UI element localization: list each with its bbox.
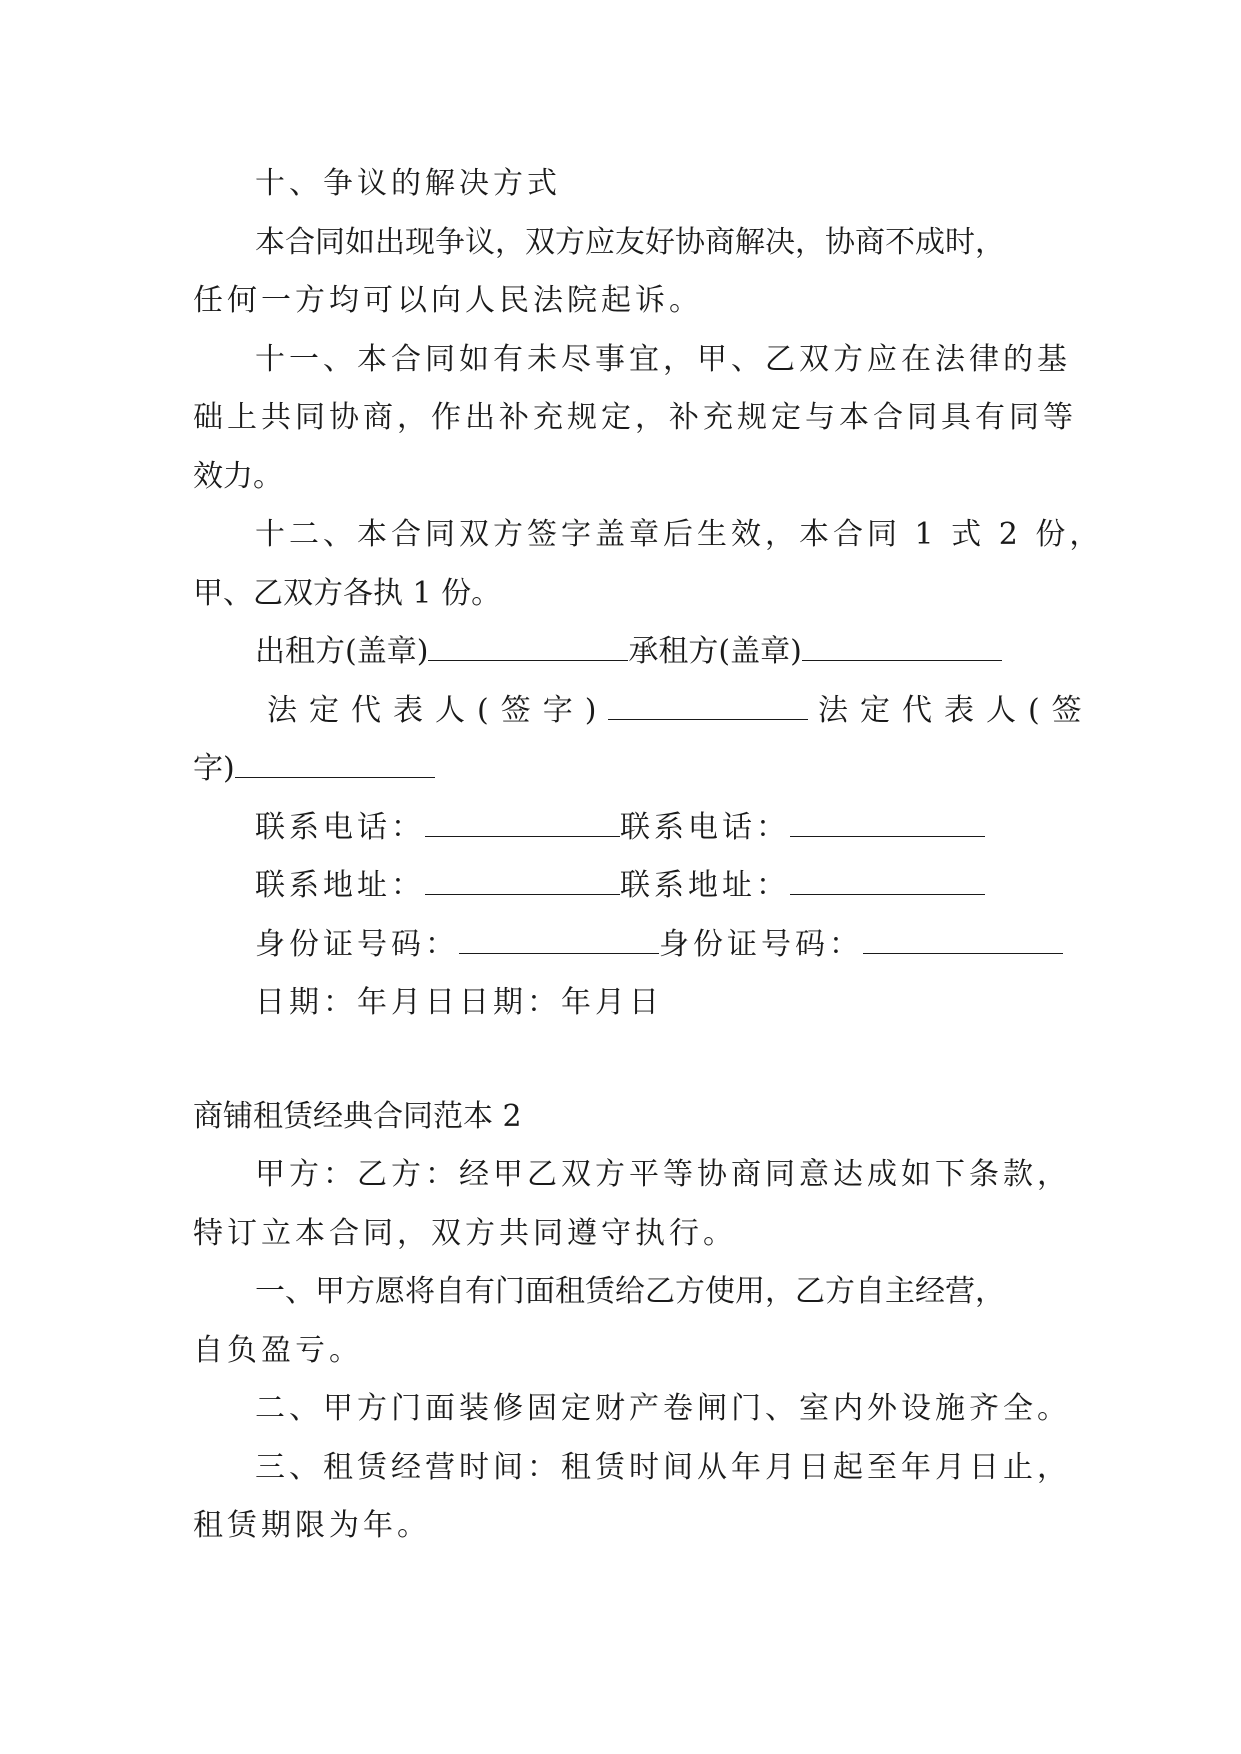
section-ten-body-line2: 任何一方均可以向人民法院起诉。 (193, 283, 703, 318)
clause-one-line2: 自负盈亏。 (193, 1333, 363, 1368)
phone-blank-1 (425, 808, 620, 837)
legal-rep-sign-label-1: 法定代表人(签字) (267, 693, 609, 728)
clause-one-line1: 一、甲方愿将自有门面租赁给乙方使用，乙方自主经营， (255, 1274, 1005, 1309)
legal-rep-line-wrap (193, 749, 1053, 789)
phone-line (255, 808, 1115, 848)
contract-two-title: 商铺租赁经典合同范本 2 (193, 1099, 522, 1134)
lessor-seal-blank (428, 632, 628, 661)
id-label-1: 身份证号码： (255, 927, 459, 962)
address-label-1: 联系地址： (255, 868, 425, 903)
section-eleven-line2: 础上共同协商，作出补充规定，补充规定与本合同具有同等 (193, 400, 1077, 435)
section-ten-heading: 十、争议的解决方式 (255, 166, 561, 201)
id-blank-2 (863, 925, 1063, 954)
clause-two: 二、甲方门面装修固定财产卷闸门、室内外设施齐全。 (255, 1391, 1071, 1426)
address-blank-1 (425, 866, 620, 895)
section-twelve-line2: 甲、乙双方各执 1 份。 (193, 576, 502, 611)
legal-rep-sign-label-2: 法定代表人(签 (817, 693, 1094, 728)
address-blank-2 (790, 866, 985, 895)
section-eleven-line1: 十一、本合同如有未尽事宜，甲、乙双方应在法律的基 (255, 342, 1071, 377)
contract-two-intro-line2: 特订立本合同，双方共同遵守执行。 (193, 1216, 737, 1251)
seal-line (255, 632, 1115, 672)
legal-rep-sign-blank-1 (608, 691, 808, 720)
date-line: 日期：年月日日期：年月日 (255, 985, 663, 1020)
phone-label-2: 联系电话： (620, 810, 790, 845)
clause-three-line1: 三、租赁经营时间：租赁时间从年月日起至年月日止， (255, 1450, 1071, 1485)
lessee-seal-label: 承租方(盖章) (628, 634, 802, 669)
address-line (255, 866, 1115, 906)
legal-rep-sign-blank-2 (235, 749, 435, 778)
lessor-seal-label: 出租方(盖章) (255, 634, 429, 669)
section-ten-body-line1: 本合同如出现争议，双方应友好协商解决，协商不成时， (255, 225, 1005, 260)
legal-rep-line (267, 691, 1127, 731)
id-line (255, 925, 1115, 965)
section-eleven-line3: 效力。 (193, 459, 283, 494)
contract-two-intro-line1: 甲方：乙方：经甲乙双方平等协商同意达成如下条款， (255, 1157, 1071, 1192)
phone-label-1: 联系电话： (255, 810, 425, 845)
address-label-2: 联系地址： (620, 868, 790, 903)
section-twelve-line1: 十二、本合同双方签字盖章后生效，本合同 1 式 2 份， (255, 517, 1104, 552)
clause-three-line2: 租赁期限为年。 (193, 1508, 431, 1543)
id-blank-1 (459, 925, 659, 954)
lessee-seal-blank (802, 632, 1002, 661)
id-label-2: 身份证号码： (659, 927, 863, 962)
legal-rep-sign-label-2-end: 字) (193, 751, 235, 786)
phone-blank-2 (790, 808, 985, 837)
